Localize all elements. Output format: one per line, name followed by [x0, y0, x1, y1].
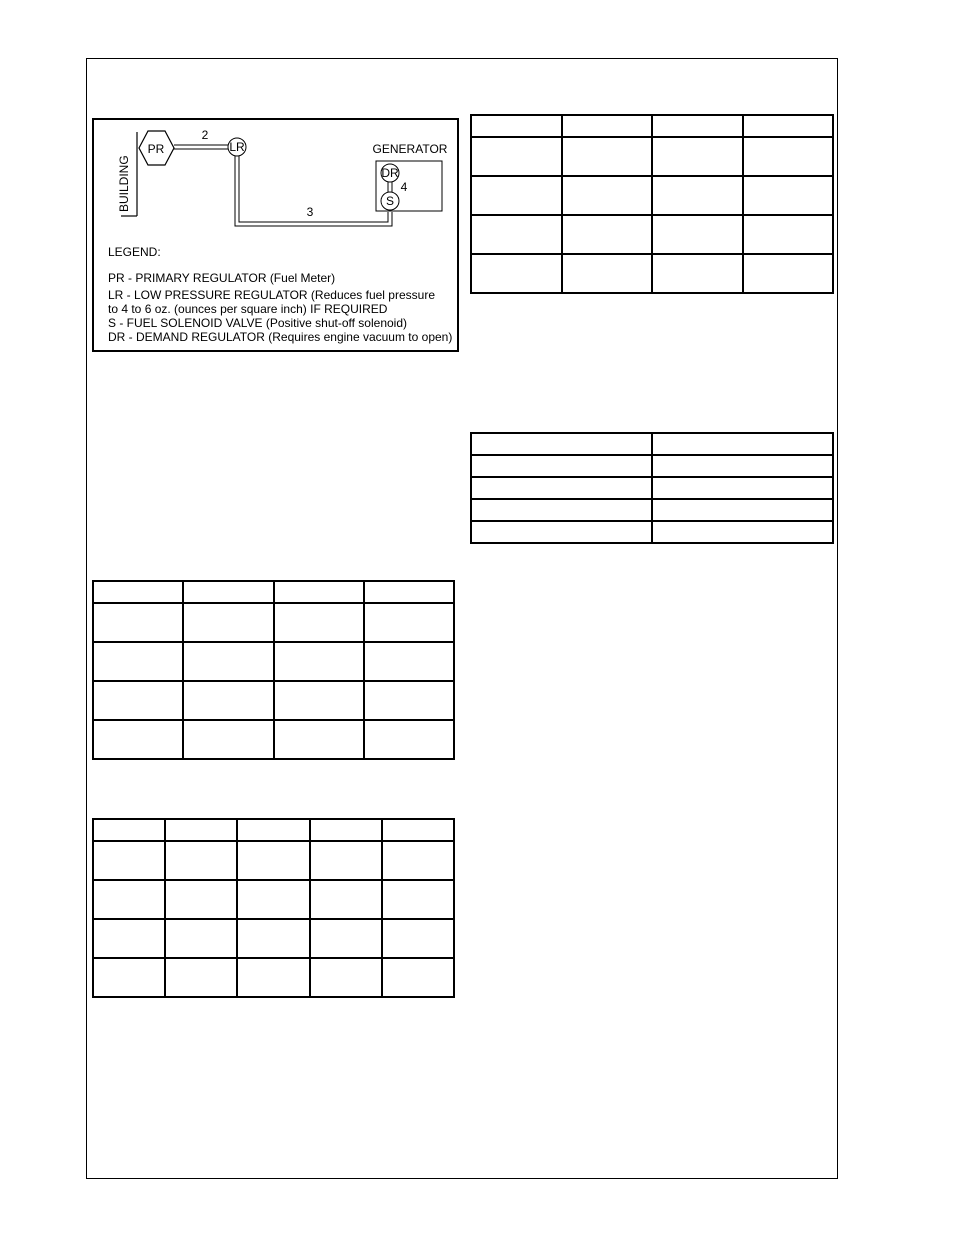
table-cell — [183, 681, 273, 720]
table-cell — [93, 603, 183, 642]
legend-item-pr: PR - PRIMARY REGULATOR (Fuel Meter) — [108, 271, 336, 285]
table-cell — [743, 115, 834, 137]
table-cell — [237, 958, 309, 997]
table-cell — [652, 215, 743, 254]
table-cell — [652, 254, 743, 293]
table-cell — [743, 254, 834, 293]
table-cell — [183, 581, 273, 603]
table-row — [471, 499, 833, 521]
line-3-label: 3 — [306, 205, 314, 219]
table-cell — [652, 115, 743, 137]
table-cell — [183, 603, 273, 642]
table-cell — [743, 137, 834, 176]
table-cell — [183, 642, 273, 681]
table-cell — [93, 919, 165, 958]
table-row — [93, 819, 454, 841]
table-cell — [310, 841, 382, 880]
table-cell — [165, 880, 237, 919]
table-row — [93, 841, 454, 880]
table-cell — [93, 642, 183, 681]
table-cell — [471, 254, 562, 293]
table-cell — [364, 681, 454, 720]
table-cell — [310, 958, 382, 997]
legend-item-lr-cont: to 4 to 6 oz. (ounces per square inch) IF REQUIRED — [108, 302, 388, 316]
table-cell — [562, 115, 653, 137]
table-cell — [743, 215, 834, 254]
table-cell — [382, 880, 454, 919]
table-cell — [274, 681, 364, 720]
table-cell — [652, 433, 833, 455]
table-cell — [310, 880, 382, 919]
table-cell — [364, 581, 454, 603]
table-cell — [382, 919, 454, 958]
lr-label: LR — [229, 140, 245, 154]
table-cell — [471, 433, 652, 455]
table-cell — [93, 581, 183, 603]
table-cell — [93, 880, 165, 919]
table-cell — [183, 720, 273, 759]
table-cell — [274, 720, 364, 759]
line-4-label: 4 — [400, 180, 408, 194]
table-row — [471, 176, 833, 215]
table-row — [93, 581, 454, 603]
table-cell — [562, 176, 653, 215]
building-label: BUILDING — [117, 155, 131, 212]
legend-title: LEGEND: — [108, 245, 161, 259]
table-cell — [93, 958, 165, 997]
s-label: S — [385, 194, 395, 208]
legend-item-lr: LR - LOW PRESSURE REGULATOR (Reduces fuel pressure — [108, 288, 435, 302]
table-row — [93, 603, 454, 642]
dr-label: DR — [381, 166, 399, 180]
table-row — [471, 215, 833, 254]
table-row — [471, 455, 833, 477]
table-cell — [364, 720, 454, 759]
table-cell — [93, 819, 165, 841]
table-cell — [93, 841, 165, 880]
table-cell — [652, 499, 833, 521]
pipe-size-table-left-bottom — [92, 818, 455, 998]
table-cell — [652, 521, 833, 543]
table-cell — [382, 841, 454, 880]
table-cell — [274, 603, 364, 642]
table-row — [93, 880, 454, 919]
table-cell — [237, 819, 309, 841]
table-cell — [562, 137, 653, 176]
table-cell — [364, 642, 454, 681]
table-cell — [562, 254, 653, 293]
table-cell — [237, 841, 309, 880]
fuel-system-diagram — [92, 118, 459, 352]
table-cell — [165, 841, 237, 880]
table-cell — [652, 477, 833, 499]
table-cell — [165, 958, 237, 997]
table-cell — [93, 681, 183, 720]
table-cell — [165, 919, 237, 958]
pr-label: PR — [147, 142, 165, 156]
table-cell — [471, 115, 562, 137]
table-cell — [471, 499, 652, 521]
table-cell — [562, 215, 653, 254]
table-cell — [364, 603, 454, 642]
table-row — [93, 958, 454, 997]
table-cell — [743, 176, 834, 215]
table-row — [471, 115, 833, 137]
table-row — [471, 254, 833, 293]
table-row — [471, 433, 833, 455]
table-cell — [165, 819, 237, 841]
table-cell — [471, 477, 652, 499]
table-row — [93, 681, 454, 720]
table-cell — [652, 137, 743, 176]
table-row — [471, 137, 833, 176]
table-cell — [471, 176, 562, 215]
table-cell — [471, 137, 562, 176]
table-cell — [274, 581, 364, 603]
line-2-label: 2 — [201, 128, 209, 142]
table-cell — [652, 455, 833, 477]
small-table-right — [470, 432, 834, 544]
legend-item-dr: DR - DEMAND REGULATOR (Requires engine vacuum to open) — [108, 330, 453, 344]
table-row — [93, 642, 454, 681]
table-row — [93, 720, 454, 759]
table-cell — [237, 880, 309, 919]
table-cell — [471, 215, 562, 254]
table-cell — [382, 819, 454, 841]
pipe-3-inner — [239, 156, 388, 222]
table-row — [471, 521, 833, 543]
table-row — [93, 919, 454, 958]
table-row — [471, 477, 833, 499]
table-cell — [471, 521, 652, 543]
table-cell — [471, 455, 652, 477]
table-cell — [237, 919, 309, 958]
legend-item-s: S - FUEL SOLENOID VALVE (Positive shut-off solenoid) — [108, 316, 408, 330]
table-cell — [382, 958, 454, 997]
pipe-3-outer — [235, 156, 395, 226]
pipe-size-table-right — [470, 114, 834, 294]
generator-label: GENERATOR — [372, 142, 448, 156]
table-cell — [310, 819, 382, 841]
table-cell — [652, 176, 743, 215]
table-cell — [93, 720, 183, 759]
pipe-size-table-left — [92, 580, 455, 760]
table-cell — [274, 642, 364, 681]
table-cell — [310, 919, 382, 958]
